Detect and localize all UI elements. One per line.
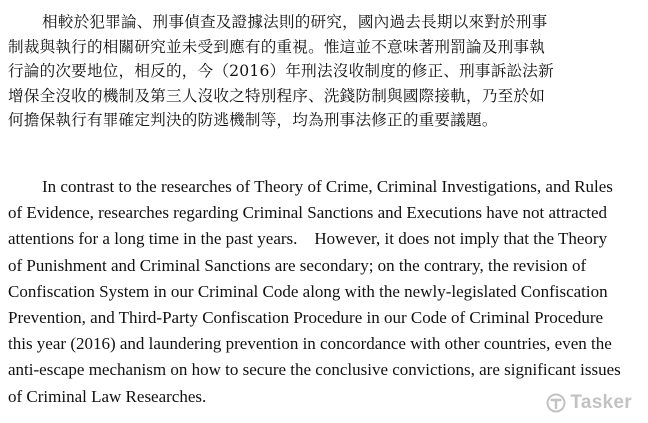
english-line: of Punishment and Criminal Sanctions are secondary; on the contrary, the revision of xyxy=(8,255,587,275)
chinese-line: 制裁與執行的相關研究並未受到應有的重視。惟這並不意味著刑罰論及刑事執 xyxy=(8,37,545,56)
chinese-line: 何擔保執行有罪確定判決的防逃機制等，均為刑事法修正的重要議題。 xyxy=(8,111,498,129)
watermark-text: Tasker xyxy=(570,392,632,413)
english-line: anti-escape mechanism on how to secure the conclusive convictions, are significant issues xyxy=(8,360,621,380)
chinese-line: 增保全沒收的機制及第三人沒收之特別程序、洗錢防制與國際接軌，乃至於如 xyxy=(8,86,545,105)
english-line: Confiscation System in our Criminal Code along with the newly-legislated Confiscation xyxy=(8,281,608,301)
english-line: this year (2016) and laundering prevention in concordance with other countries, even the xyxy=(8,334,612,354)
english-line: Prevention, and Third-Party Confiscation Procedure in our Code of Criminal Procedure xyxy=(8,308,604,328)
english-line: of Criminal Law Researches. xyxy=(8,386,207,406)
chinese-paragraph xyxy=(8,10,638,133)
tasker-logo-icon xyxy=(546,393,566,413)
english-line: attentions for a long time in the past years. However, it does not imply that the Theory xyxy=(8,229,608,249)
chinese-line: 相較於犯罪論、刑事偵查及證據法則的研究，國內過去長期以來對於刑事 xyxy=(42,13,548,31)
english-line: In contrast to the researches of Theory of Crime, Criminal Investigations, and Rules xyxy=(42,177,613,196)
english-line: of Evidence, researches regarding Criminal Sanctions and Executions have not attracted xyxy=(8,203,608,223)
chinese-line: 行論的次要地位，相反的，今（2016）年刑法沒收制度的修正、刑事訴訟法新 xyxy=(8,62,554,80)
english-paragraph xyxy=(8,174,638,410)
watermark xyxy=(546,392,632,414)
